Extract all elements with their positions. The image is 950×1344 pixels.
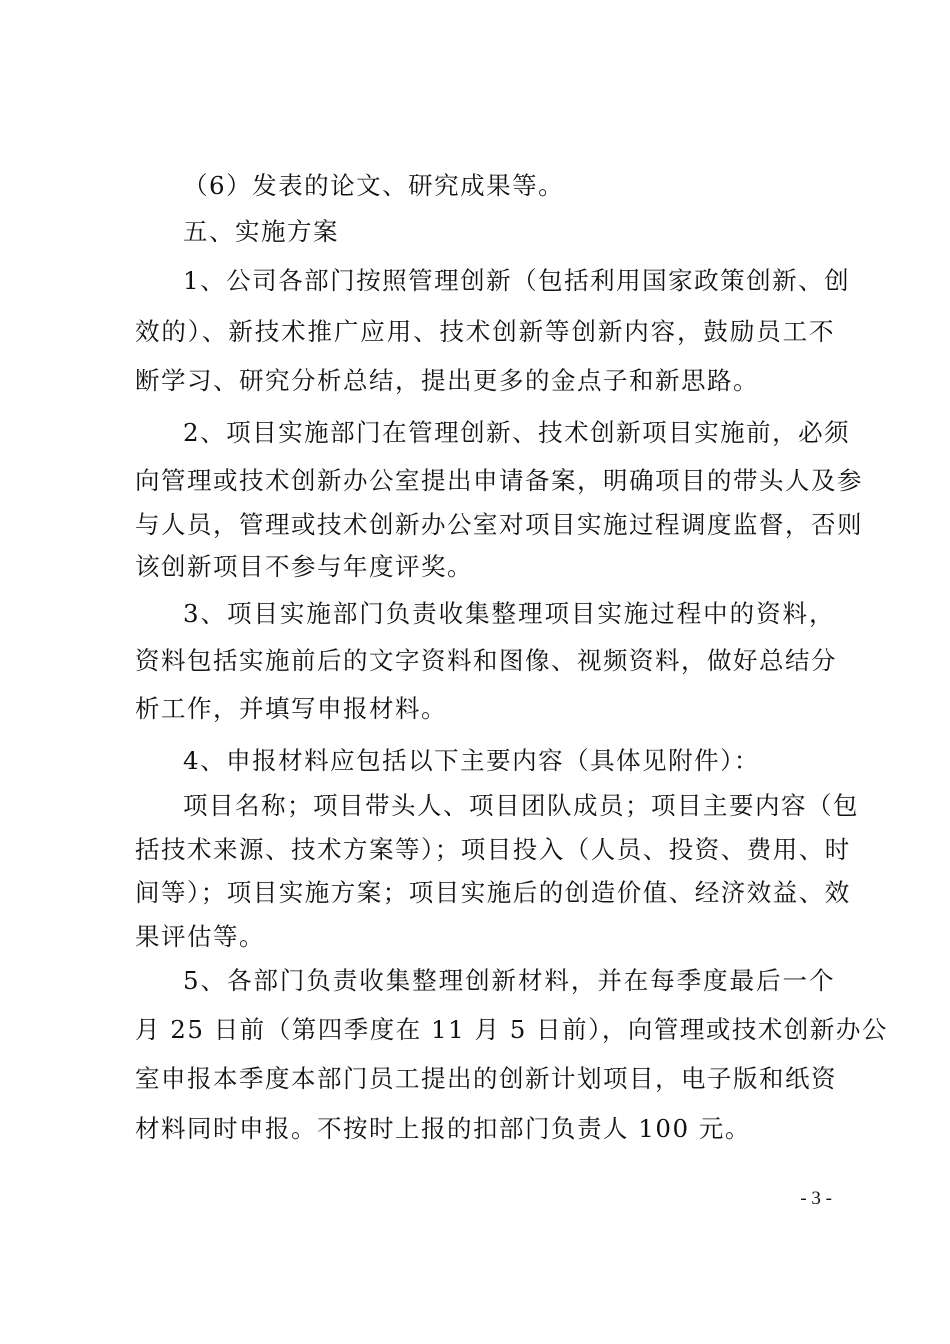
text-line-3: 1、公司各部门按照管理创新（包括利用国家政策创新、创 [183, 266, 851, 295]
text-line-4: 效的）、新技术推广应用、技术创新等创新内容，鼓励员工不 [135, 317, 835, 346]
text-line-5: 断学习、研究分析总结，提出更多的金点子和新思路。 [135, 366, 759, 395]
text-line-10: 3、项目实施部门负责收集整理项目实施过程中的资料， [183, 599, 835, 628]
section-heading: 五、实施方案 [183, 217, 339, 246]
text-line-17: 果评估等。 [135, 922, 265, 951]
text-line-7: 向管理或技术创新办公室提出申请备案，明确项目的带头人及参 [135, 466, 863, 495]
text-line-9: 该创新项目不参与年度评奖。 [135, 552, 473, 581]
text-line-1: （6）发表的论文、研究成果等。 [183, 171, 565, 200]
text-line-6: 2、项目实施部门在管理创新、技术创新项目实施前，必须 [183, 418, 851, 447]
text-line-19: 月 25 日前（第四季度在 11 月 5 日前），向管理或技术创新办公 [135, 1015, 888, 1044]
text-line-21: 材料同时申报。不按时上报的扣部门负责人 100 元。 [135, 1114, 751, 1143]
text-line-8: 与人员，管理或技术创新办公室对项目实施过程调度监督，否则 [135, 510, 863, 539]
text-line-12: 析工作，并填写申报材料。 [135, 694, 447, 723]
text-line-18: 5、各部门负责收集整理创新材料，并在每季度最后一个 [183, 966, 835, 995]
text-line-13: 4、申报材料应包括以下主要内容（具体见附件）： [183, 746, 760, 775]
text-line-15: 括技术来源、技术方案等）；项目投入（人员、投资、费用、时 [135, 835, 851, 864]
text-line-20: 室申报本季度本部门员工提出的创新计划项目，电子版和纸资 [135, 1064, 837, 1093]
page-number: - 3 - [800, 1188, 832, 1209]
text-line-16: 间等）；项目实施方案；项目实施后的创造价值、经济效益、效 [135, 878, 851, 907]
text-line-11: 资料包括实施前后的文字资料和图像、视频资料，做好总结分 [135, 646, 837, 675]
text-line-14: 项目名称；项目带头人、项目团队成员；项目主要内容（包 [183, 791, 859, 820]
